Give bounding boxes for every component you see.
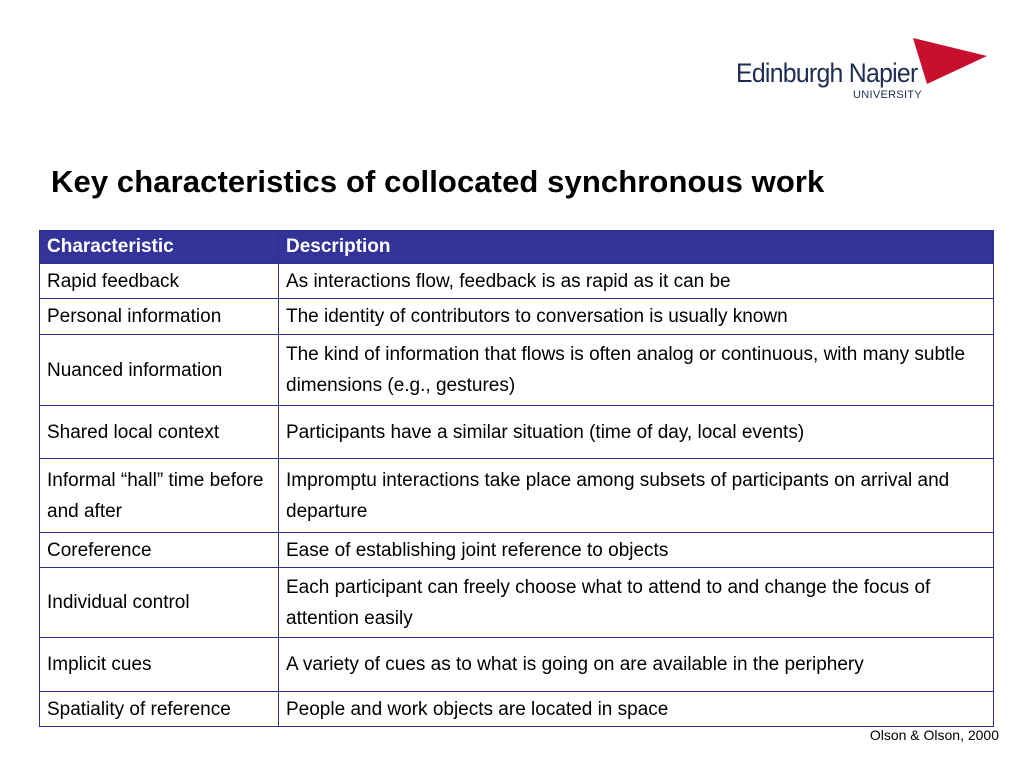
cell-characteristic: Personal information	[40, 299, 279, 335]
cell-description: Ease of establishing joint reference to objects	[279, 533, 994, 568]
cell-characteristic: Nuanced information	[40, 335, 279, 406]
cell-description: A variety of cues as to what is going on are available in the periphery	[279, 638, 994, 692]
table-row	[40, 692, 994, 727]
table-row	[40, 299, 994, 335]
cell-characteristic: Individual control	[40, 568, 279, 638]
table-header-row	[40, 231, 994, 264]
table-row	[40, 335, 994, 406]
page-title: Key characteristics of collocated synchronous work	[51, 164, 825, 199]
cell-characteristic: Informal “hall” time before and after	[40, 459, 279, 533]
logo-triangle-icon	[911, 38, 989, 86]
header-characteristic: Characteristic	[40, 231, 279, 264]
characteristics-table	[39, 230, 994, 727]
cell-description: The kind of information that flows is often analog or continuous, with many subtle dimensions (e.g., gestures)	[279, 335, 994, 406]
cell-description: As interactions flow, feedback is as rapid as it can be	[279, 264, 994, 299]
table-row	[40, 406, 994, 459]
cell-characteristic: Rapid feedback	[40, 264, 279, 299]
table-row	[40, 264, 994, 299]
cell-characteristic: Implicit cues	[40, 638, 279, 692]
table-row	[40, 568, 994, 638]
logo-name: Edinburgh Napier	[736, 58, 918, 88]
cell-characteristic: Coreference	[40, 533, 279, 568]
cell-description: The identity of contributors to conversation is usually known	[279, 299, 994, 335]
cell-characteristic: Shared local context	[40, 406, 279, 459]
table-row	[40, 459, 994, 533]
table-row	[40, 533, 994, 568]
cell-description: People and work objects are located in space	[279, 692, 994, 727]
citation: Olson & Olson, 2000	[869, 727, 999, 743]
cell-description: Participants have a similar situation (time of day, local events)	[279, 406, 994, 459]
table-row	[40, 638, 994, 692]
cell-description: Each participant can freely choose what to attend to and change the focus of attention easily	[279, 568, 994, 638]
cell-description: Impromptu interactions take place among subsets of participants on arrival and departure	[279, 459, 994, 533]
header-description: Description	[279, 231, 994, 264]
university-logo	[736, 38, 988, 108]
cell-characteristic: Spatiality of reference	[40, 692, 279, 727]
logo-subtitle: UNIVERSITY	[853, 89, 923, 101]
